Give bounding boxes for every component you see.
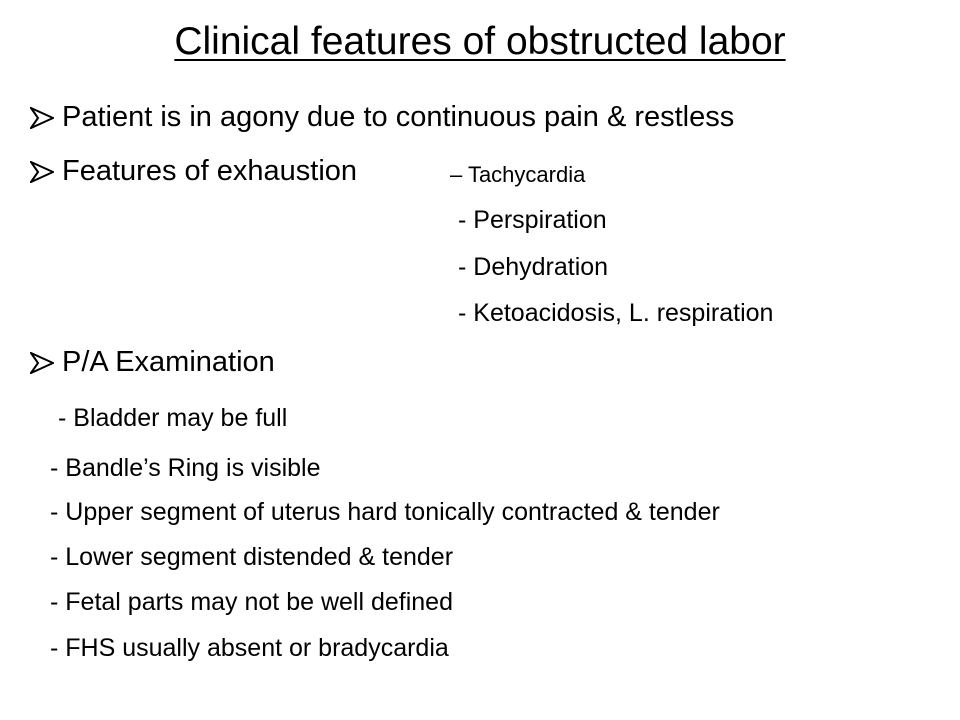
arrow-bullet-icon [30, 344, 56, 380]
bullet-item [0, 153, 960, 189]
pa-item: - Bandle’s Ring is visible [50, 454, 321, 482]
bullet-item [0, 344, 960, 380]
arrow-bullet-icon [30, 99, 56, 135]
bullet-subtext: – Tachycardia [450, 162, 586, 187]
exhaustion-item: - Perspiration [458, 206, 607, 234]
bullet-text: Features of exhaustion [62, 155, 358, 187]
pa-item: - Fetal parts may not be well defined [50, 588, 453, 616]
exhaustion-item: - Dehydration [458, 253, 609, 281]
slide-title: Clinical features of obstructed labor [174, 20, 786, 63]
bullet-item [0, 99, 960, 135]
exhaustion-item: - Ketoacidosis, L. respiration [458, 299, 774, 327]
pa-item: - Lower segment distended & tender [50, 543, 454, 571]
pa-item: - Bladder may be full [58, 404, 288, 432]
pa-item: - FHS usually absent or bradycardia [50, 634, 449, 662]
bullet-text: Patient is in agony due to continuous pain & restless [62, 101, 735, 133]
pa-item: - Upper segment of uterus hard tonically contracted & tender [50, 498, 720, 526]
bullet-text: P/A Examination [62, 346, 275, 378]
arrow-bullet-icon [30, 153, 56, 189]
